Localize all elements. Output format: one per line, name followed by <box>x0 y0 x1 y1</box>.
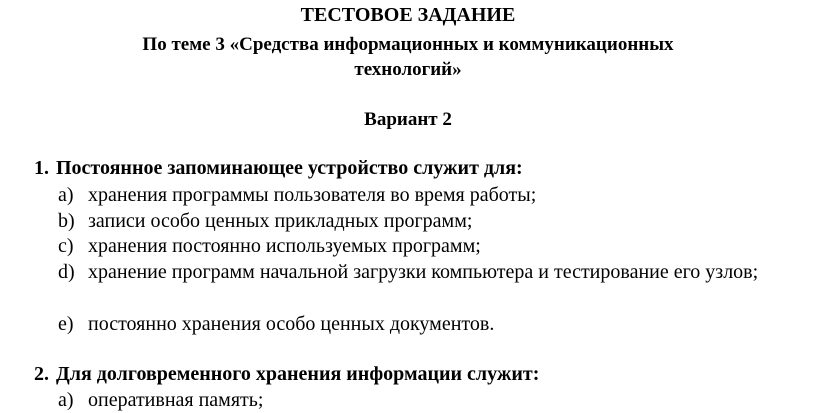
question-number: 1. <box>34 157 49 179</box>
document-title: ТЕСТОВОЕ ЗАДАНИЕ <box>300 4 516 26</box>
option-letter: a) <box>58 389 74 411</box>
topic-line-1: По теме 3 «Средства информационных и коммуникационных <box>142 34 674 55</box>
option-2a <box>58 388 774 412</box>
option-1a <box>58 183 774 207</box>
option-text: оперативная память; <box>88 389 264 411</box>
option-letter: c) <box>58 235 74 257</box>
question-1 <box>34 156 523 180</box>
option-1e <box>58 312 774 336</box>
option-letter: b) <box>58 210 75 232</box>
option-letter: a) <box>58 184 74 206</box>
option-1b <box>58 209 774 233</box>
question-2 <box>34 362 539 386</box>
question-text: Постоянное запоминающее устройство служит для: <box>56 157 523 179</box>
option-1d <box>58 260 774 284</box>
variant-label: Вариант 2 <box>364 109 452 130</box>
option-text: хранения программы пользователя во время работы; <box>88 184 537 206</box>
option-letter: e) <box>58 313 74 335</box>
option-text: постоянно хранения особо ценных документов. <box>88 313 495 335</box>
option-letter: d) <box>58 261 75 283</box>
option-text: хранение программ начальной загрузки компьютера и тестирование его узлов; <box>88 261 759 283</box>
topic-line-2: технологий» <box>354 59 462 80</box>
option-text: записи особо ценных прикладных программ; <box>88 210 473 232</box>
question-number: 2. <box>34 363 49 385</box>
option-text: хранения постоянно используемых программ; <box>88 235 481 257</box>
question-text: Для долговременного хранения информации служит: <box>56 363 540 385</box>
option-1c <box>58 234 774 258</box>
